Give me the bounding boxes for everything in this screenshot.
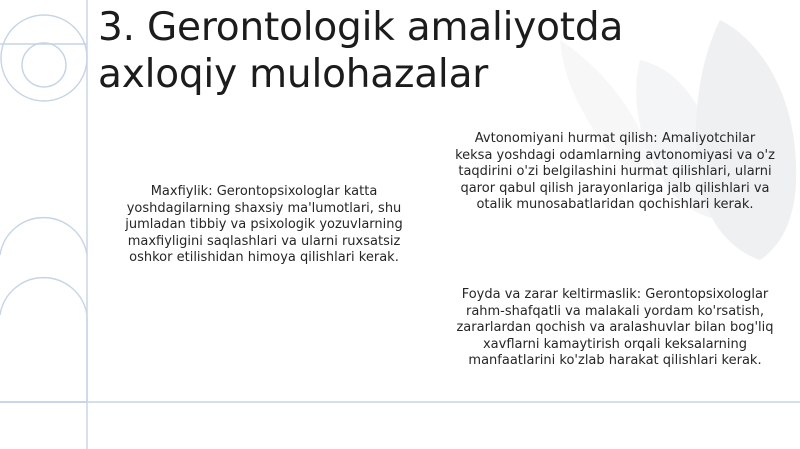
paragraph-line: manfaatlarini ko'zlab harakat qilishlari kerak. xyxy=(468,353,762,368)
autonomy-paragraph xyxy=(440,131,790,214)
slide-title-line: axloqiy mulohazalar xyxy=(98,52,489,97)
confidentiality-paragraph xyxy=(96,184,432,267)
lower-arch-ornament xyxy=(0,278,87,402)
paragraph-line: qaror qabul qilish jarayonlariga jalb qilishlari va xyxy=(460,180,770,196)
paragraph-line: taqdirini o'zi belgilashini hurmat qilishlari, ularni xyxy=(458,164,772,179)
beneficence-paragraph xyxy=(440,287,790,370)
slide-title-line: 3. Gerontologik amaliyotda xyxy=(98,5,624,50)
paragraph-line: keksa yoshdagi odamlarning avtonomiyasi va o'z xyxy=(455,147,775,163)
paragraph-line: otalik munosabatlaridan qochishlari kerak. xyxy=(476,197,754,212)
paragraph-line: yoshdagilarning shaxsiy ma'lumotlari, shu xyxy=(126,200,402,216)
paragraph-line: jumladan tibbiy va psixologik yozuvlarning xyxy=(125,217,403,232)
paragraph-line: Avtonomiyani hurmat qilish: Amaliyotchilar xyxy=(474,131,756,146)
paragraph-line: maxfiyligini saqlashlari va ularni ruxsatsiz xyxy=(127,233,401,249)
upper-arch-ornament xyxy=(0,218,87,255)
paragraph-line: Foyda va zarar keltirmaslik: Gerontopsixologlar xyxy=(461,287,769,302)
paragraph-line: rahm-shafqatli va malakali yordam ko'rsatish, xyxy=(465,303,765,319)
paragraph-line: xavflarni kamaytirish orqali keksalarning xyxy=(482,336,748,352)
paragraph-line: zararlardan qochish va aralashuvlar bilan bog'liq xyxy=(456,320,774,335)
slide-title xyxy=(98,4,788,98)
paragraph-line: oshkor etilishidan himoya qilishlari kerak. xyxy=(129,250,399,265)
inner-circle-ornament xyxy=(22,43,66,87)
circle-ornaments xyxy=(0,15,87,402)
paragraph-line: Maxfiylik: Gerontopsixologlar katta xyxy=(150,184,378,199)
outer-circle-ornament xyxy=(1,15,87,101)
